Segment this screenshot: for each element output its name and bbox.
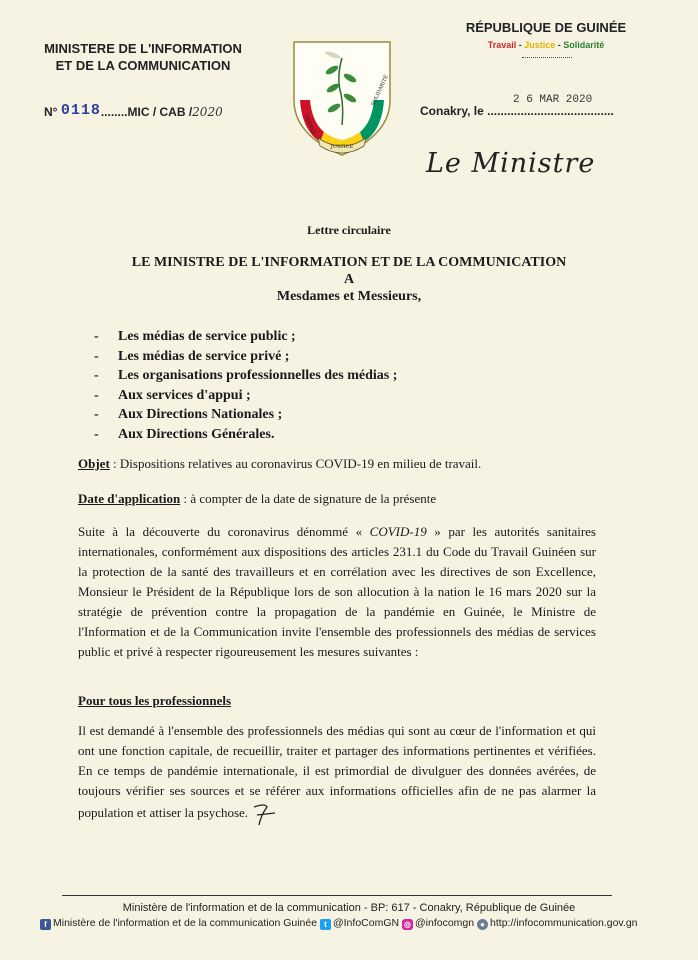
instagram-handle[interactable]: @infocomgn bbox=[415, 917, 475, 929]
footer-address: Ministère de l'information et de la communication - BP: 617 - Conakry, République de Guinée bbox=[122, 902, 576, 914]
motto-travail: Travail bbox=[487, 40, 517, 50]
motto-underline bbox=[522, 57, 572, 58]
document-type: Lettre circulaire bbox=[307, 223, 391, 237]
recipient-text: Aux services d'appui ; bbox=[118, 387, 251, 403]
paragraph-intro-part: » par les autorités sanitaires internationales, conformément aux dispositions des articles 231.1 du Code du Travail Guinéen sur la protection de la santé des travailleurs et en corrélation avec les directives de son Excellence, Monsieur le Président de la République lors de son allocution à la nation le 16 mars 2020 sur la stratégie de prévention contre la propagation de la pandémie en Guinée, le Ministre de l'Information et de la Communication invite l'ensemble des professionnels des médias de services public et privé à respecter rigoureusement les mesures suivantes : bbox=[78, 524, 596, 659]
ministry-line-2: ET DE LA COMMUNICATION bbox=[55, 58, 231, 73]
subject-text: : Dispositions relatives au coronavirus COVID-19 en milieu de travail. bbox=[109, 456, 482, 471]
letter-title bbox=[0, 254, 698, 305]
date-stamp: 2 6 MAR 2020 bbox=[513, 94, 593, 106]
effective-date-label: Date d'application bbox=[78, 491, 181, 506]
footer-social bbox=[40, 917, 660, 930]
twitter-icon: t bbox=[320, 919, 331, 930]
recipient-text: Les médias de service public ; bbox=[118, 329, 296, 344]
twitter-handle[interactable]: @InfoComGN bbox=[332, 917, 400, 929]
paragraph-intro-part: Suite à la découverte du coronavirus dénommé « bbox=[78, 524, 370, 539]
recipients-list bbox=[94, 327, 397, 444]
effective-date-text: : à compter de la date de signature de la présente bbox=[180, 491, 437, 506]
facebook-icon: f bbox=[40, 919, 51, 930]
coat-left-text: TRAVAIL bbox=[302, 113, 318, 137]
recipient-item: - Les médias de service public ; bbox=[94, 329, 296, 344]
recipient-text: Les organisations professionnelles des médias ; bbox=[118, 368, 398, 383]
coat-right-text: SOLIDARITÉ bbox=[370, 74, 390, 107]
paragraph-professionals bbox=[78, 721, 596, 827]
covid-term: COVID-19 bbox=[369, 524, 427, 539]
republic-header: RÉPUBLIQUE DE GUINÉE bbox=[465, 20, 627, 35]
motto-solidarite: Solidarité bbox=[563, 40, 605, 50]
recipient-item: - Aux Directions Générales. bbox=[94, 426, 275, 442]
signatory-title: Le Ministre bbox=[426, 148, 596, 179]
recipient-item: - Les médias de service privé ; bbox=[94, 348, 290, 364]
handwritten-mark-icon bbox=[251, 801, 281, 827]
place-date-line: Conakry, le ...................................... bbox=[420, 104, 614, 118]
subject-line bbox=[78, 456, 596, 472]
facebook-handle[interactable]: Ministère de l'information et de la communication Guinée bbox=[53, 917, 318, 929]
recipient-item: - Les organisations professionnelles des médias ; bbox=[94, 368, 398, 383]
ministry-header bbox=[28, 40, 258, 74]
footer-divider bbox=[62, 895, 612, 896]
effective-date-line bbox=[78, 491, 596, 507]
instagram-icon: ◎ bbox=[402, 919, 413, 930]
motto-justice: Justice bbox=[524, 40, 556, 50]
section-heading: Pour tous les professionnels bbox=[78, 693, 232, 708]
motto-separator: - bbox=[516, 40, 525, 50]
ministry-line-1: MINISTERE DE L'INFORMATION bbox=[44, 41, 242, 56]
ref-prefix: N° bbox=[44, 105, 58, 119]
globe-icon: ● bbox=[477, 919, 488, 930]
recipient-text: Aux Directions Générales. bbox=[118, 426, 275, 442]
recipient-item: - Aux Directions Nationales ; bbox=[94, 407, 283, 422]
national-motto bbox=[455, 40, 637, 50]
ref-suffix: ........MIC / CAB / bbox=[100, 105, 193, 119]
paragraph-intro bbox=[78, 522, 596, 662]
ref-year: 2020 bbox=[192, 105, 223, 119]
ref-number-stamp: 0118 bbox=[60, 102, 101, 119]
recipient-text: Les médias de service privé ; bbox=[118, 348, 290, 364]
subject-label: Objet bbox=[78, 456, 110, 471]
website-link[interactable]: http://infocommunication.gov.gn bbox=[490, 917, 638, 929]
recipient-text: Aux Directions Nationales ; bbox=[118, 407, 283, 422]
coat-of-arms-icon bbox=[282, 30, 402, 160]
paragraph-professionals-text: Il est demandé à l'ensemble des professionnels des médias qui sont au cœur de l'information et qui ont une fonction capitale, de recueillir, traiter et partager des informations pertinentes et vérifiées. En ce temps de pandémie internationale, il est primordial de divulguer des données avérées, de toujours vérifier ses sources et se référer aux informations officielles afin de ne pas alarmer la population et attiser la psychose. bbox=[78, 723, 596, 820]
reference-number bbox=[44, 104, 223, 121]
motto-separator: - bbox=[555, 40, 564, 50]
recipient-item: - Aux services d'appui ; bbox=[94, 387, 251, 403]
title-line-2: A bbox=[343, 272, 355, 287]
title-line-1: LE MINISTRE DE L'INFORMATION ET DE LA COMMUNICATION bbox=[131, 255, 567, 270]
coat-banner-text: JUSTICE bbox=[330, 144, 354, 150]
title-line-3: Mesdames et Messieurs, bbox=[276, 289, 422, 304]
